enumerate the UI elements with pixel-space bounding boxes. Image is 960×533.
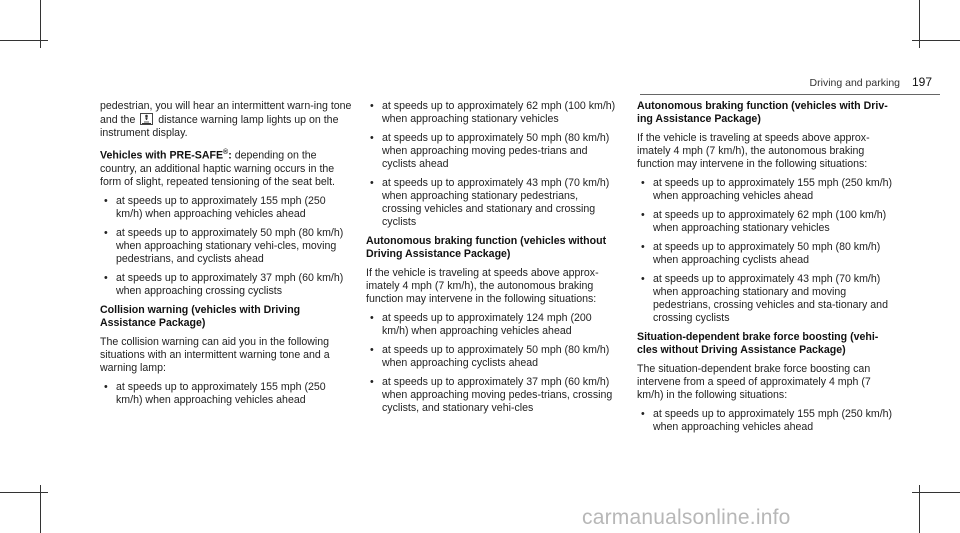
watermark: carmanualsonline.info: [582, 506, 791, 529]
list-item: • at speeds up to approximately 155 mph (250 km/h) when approaching vehicles ahead: [637, 408, 895, 434]
presafe-paragraph: [100, 146, 352, 189]
list-item: • at speeds up to approximately 50 mph (80 km/h) when approaching moving pedes-trians and cyclists ahead: [366, 132, 620, 171]
crop-mark: [912, 492, 960, 493]
column-1: [100, 100, 352, 413]
intro-paragraph: [100, 100, 352, 140]
column-2: [366, 100, 620, 421]
page-number: 197: [911, 75, 932, 89]
section-heading: Collision warning (vehicles with Driving Assistance Package): [100, 303, 301, 329]
paragraph: The situation-dependent brake force boosting can intervene from a speed of approximately 4 mph (7 km/h) in the following situations:: [637, 363, 871, 401]
paragraph: The collision warning can aid you in the following situations with an intermittent warning tone and a warning lamp:: [100, 335, 330, 374]
registered-mark: ®: [223, 149, 229, 156]
header-rule: [640, 94, 940, 95]
list-item: • at speeds up to approximately 37 mph (60 km/h) when approaching moving pedes-trians, crossing cyclists, and stationary vehi-cles: [366, 376, 620, 415]
bullet-list: [637, 177, 895, 325]
crop-mark: [912, 40, 960, 41]
distance-warning-lamp-icon: [140, 113, 153, 125]
crop-mark: [0, 492, 48, 493]
presafe-text: depending on the country, an additional haptic warning occurs in the form of slight, repeated tensioning of the seat belt.: [100, 149, 335, 188]
section-title: Driving and parking: [809, 77, 900, 89]
intro-text-b: distance warning lamp lights up on the instrument display.: [100, 114, 339, 139]
list-item: • at speeds up to approximately 37 mph (60 km/h) when approaching crossing cyclists: [100, 272, 352, 298]
bullet-list: [366, 100, 620, 229]
crop-mark: [0, 40, 48, 41]
bullet-list: [366, 312, 620, 415]
list-item: • at speeds up to approximately 155 mph (250 km/h) when approaching vehicles ahead: [637, 177, 895, 203]
list-item: • at speeds up to approximately 155 mph (250 km/h) when approaching vehicles ahead: [100, 195, 352, 221]
paragraph: If the vehicle is traveling at speeds above approx-imately 4 mph (7 km/h), the autonomous braking function may intervene in the following situations:: [366, 267, 599, 305]
section-heading: Situation-dependent brake force boosting (vehi-cles without Driving Assistance Package): [637, 331, 879, 356]
list-item: • at speeds up to approximately 50 mph (80 km/h) when approaching cyclists ahead: [637, 241, 895, 267]
paragraph: If the vehicle is traveling at speeds above approx-imately 4 mph (7 km/h), the autonomous braking function may intervene in the following situations:: [637, 132, 870, 170]
section-heading: Autonomous braking function (vehicles with Driv-ing Assistance Package): [637, 100, 888, 125]
list-item: • at speeds up to approximately 62 mph (100 km/h) when approaching stationary vehicles: [637, 209, 895, 235]
section-heading: Autonomous braking function (vehicles without Driving Assistance Package): [366, 235, 607, 260]
bullet-list: [637, 408, 895, 434]
bullet-list: [100, 381, 352, 407]
list-item: • at speeds up to approximately 43 mph (70 km/h) when approaching stationary and moving pedestrians, crossing vehicles and sta-tionary and crossing cyclists: [637, 273, 895, 325]
presafe-colon: :: [228, 149, 232, 162]
presafe-label: Vehicles with PRE-SAFE: [100, 149, 224, 162]
bullet-list: [100, 195, 352, 298]
intro-text-a: pedestrian, you will hear an intermittent warn-ing tone and the: [100, 100, 352, 126]
list-item: • at speeds up to approximately 124 mph (200 km/h) when approaching vehicles ahead: [366, 312, 620, 338]
page-header: [640, 73, 940, 95]
list-item: • at speeds up to approximately 50 mph (80 km/h) when approaching cyclists ahead: [366, 344, 620, 370]
column-3: [637, 100, 895, 440]
list-item: • at speeds up to approximately 43 mph (70 km/h) when approaching stationary pedestrians, crossing vehicles and stationary and crossing cyclists: [366, 177, 620, 229]
list-item: • at speeds up to approximately 155 mph (250 km/h) when approaching vehicles ahead: [100, 381, 352, 407]
list-item: • at speeds up to approximately 50 mph (80 km/h) when approaching stationary vehi-cles, moving pedestrians, and cyclists ahead: [100, 227, 352, 266]
list-item: • at speeds up to approximately 62 mph (100 km/h) when approaching stationary vehicles: [366, 100, 620, 126]
